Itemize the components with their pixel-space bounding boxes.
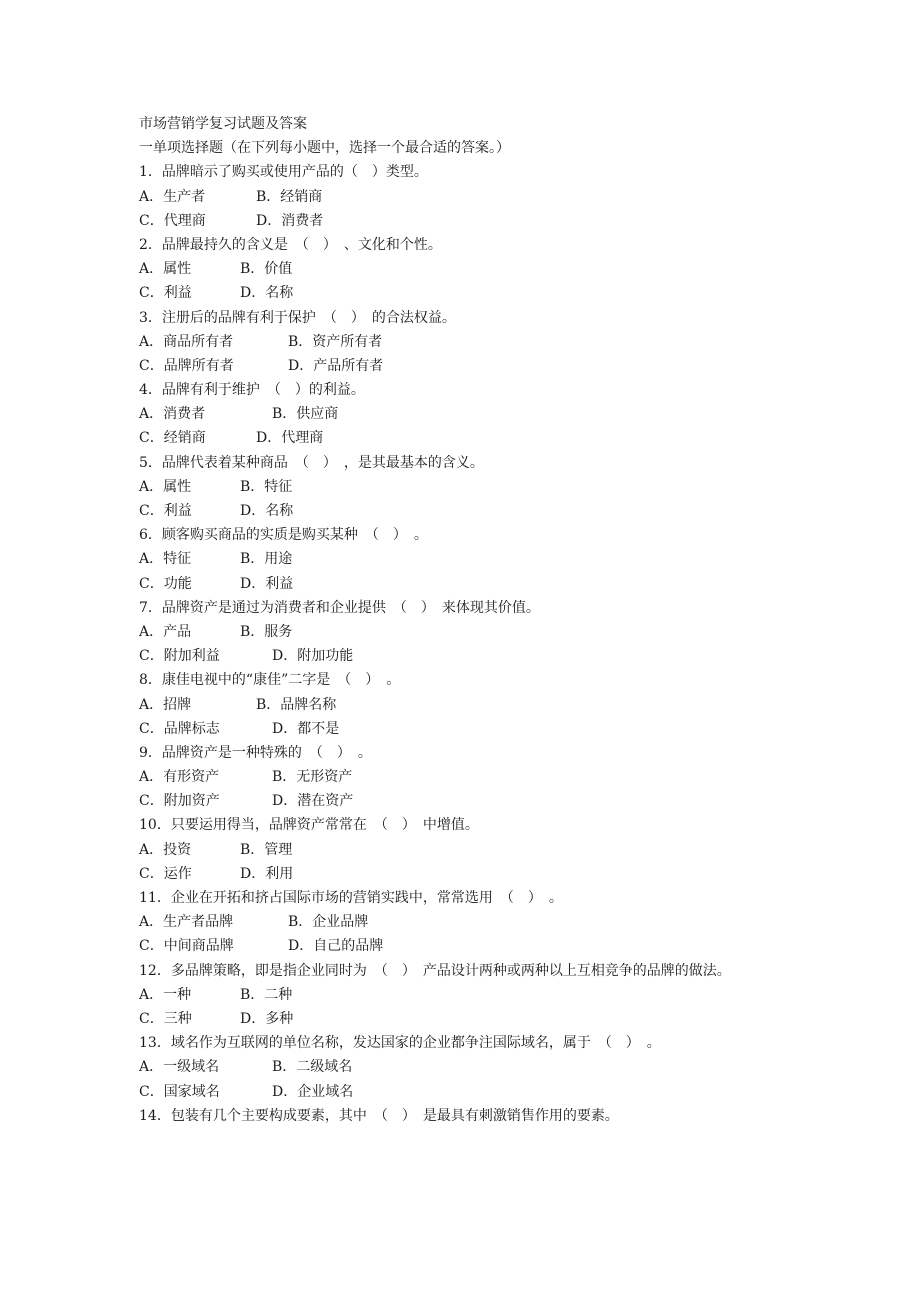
option-row <box>139 402 799 426</box>
answer-option: A．有形资产 <box>139 769 220 786</box>
option-row <box>139 693 799 717</box>
option-row <box>139 765 799 789</box>
option-row <box>139 838 799 862</box>
answer-option: A．属性 <box>139 478 192 495</box>
answer-option: D．附加功能 <box>272 648 354 665</box>
question-item <box>139 378 799 451</box>
option-row <box>139 426 799 450</box>
option-row <box>139 209 799 233</box>
answer-option: B．供应商 <box>272 406 339 423</box>
question-item <box>139 741 799 814</box>
option-row <box>139 547 799 571</box>
answer-option: C．运作 <box>139 865 192 882</box>
answer-option: D．潜在资产 <box>272 793 354 810</box>
question-stem: 11．企业在开拓和挤占国际市场的营销实践中，常常选用 （ ） 。 <box>139 890 563 906</box>
option-row <box>139 354 799 378</box>
answer-option: B．资产所有者 <box>288 333 383 350</box>
option-row <box>139 1080 799 1104</box>
answer-option: A．消费者 <box>139 406 206 423</box>
question-stem: 6．顾客购买商品的实质是购买某种 （ ） 。 <box>139 527 428 544</box>
answer-option: A．商品所有者 <box>139 333 234 350</box>
answer-option: B．企业品牌 <box>288 914 369 931</box>
question-stem: 12．多品牌策略，即是指企业同时为 （ ） 产品设计两种或两种以上互相竞争的品牌的做法。 <box>139 962 731 979</box>
answer-option: D．利益 <box>240 575 294 592</box>
answer-option: C．代理商 <box>139 212 206 229</box>
answer-option: C．国家域名 <box>139 1083 220 1100</box>
question-item <box>139 813 799 886</box>
answer-option: D．消费者 <box>256 212 324 229</box>
answer-option: D．企业域名 <box>272 1083 354 1100</box>
answer-option: B．价值 <box>240 261 293 278</box>
option-row <box>139 1007 799 1031</box>
answer-option: D．多种 <box>240 1010 294 1027</box>
question-item <box>139 523 799 596</box>
answer-option: A．特征 <box>139 551 192 568</box>
option-row <box>139 862 799 886</box>
option-row <box>139 257 799 281</box>
option-row <box>139 789 799 813</box>
question-stem: 4．品牌有利于维护 （ ）的利益。 <box>139 382 365 399</box>
question-stem: 1．品牌暗示了购买或使用产品的（ ）类型。 <box>139 164 428 181</box>
answer-option: D．产品所有者 <box>288 357 384 374</box>
answer-option: A．一级域名 <box>139 1059 220 1076</box>
option-row <box>139 910 799 934</box>
answer-option: B．经销商 <box>256 188 323 205</box>
answer-option: D．利用 <box>240 865 294 882</box>
question-stem: 8．康佳电视中的“康佳”二字是 （ ） 。 <box>139 672 401 689</box>
question-stem: 5．品牌代表着某种商品 （ ） ，是其最基本的含义。 <box>139 454 484 471</box>
option-row <box>139 572 799 596</box>
option-row <box>139 717 799 741</box>
answer-option: A．招牌 <box>139 696 192 713</box>
answer-option: C．三种 <box>139 1010 192 1027</box>
answer-option: B．品牌名称 <box>256 696 337 713</box>
option-row <box>139 644 799 668</box>
question-item <box>139 306 799 379</box>
answer-option: D．都不是 <box>272 720 340 737</box>
answer-option: B．用途 <box>240 551 293 568</box>
answer-option: C．品牌标志 <box>139 720 220 737</box>
answer-option: B．管理 <box>240 841 293 858</box>
answer-option: D．名称 <box>240 285 294 302</box>
option-row <box>139 281 799 305</box>
option-row <box>139 983 799 1007</box>
answer-option: A．生产者品牌 <box>139 914 234 931</box>
answer-option: A．属性 <box>139 261 192 278</box>
answer-option: B．服务 <box>240 623 293 640</box>
answer-option: D．代理商 <box>256 430 324 447</box>
option-row <box>139 330 799 354</box>
question-stem: 7．品牌资产是通过为消费者和企业提供 （ ） 来体现其价值。 <box>139 599 540 616</box>
answer-option: B．二种 <box>240 986 293 1003</box>
answer-option: C．经销商 <box>139 430 206 447</box>
question-item <box>139 596 799 669</box>
answer-option: C．中间商品牌 <box>139 938 234 955</box>
answer-option: A．产品 <box>139 623 192 640</box>
question-stem: 13．域名作为互联网的单位名称，发达国家的企业都争注国际域名，属于 （ ） 。 <box>139 1035 661 1052</box>
answer-option: C．附加资产 <box>139 793 220 810</box>
question-stem: 9．品牌资产是一种特殊的 （ ） 。 <box>139 744 372 761</box>
answer-option: B．特征 <box>240 478 293 495</box>
question-item <box>139 668 799 741</box>
answer-option: C．利益 <box>139 503 192 519</box>
answer-option: A．投资 <box>139 841 192 858</box>
question-item <box>139 160 799 233</box>
option-row <box>139 185 799 209</box>
question-item <box>139 959 799 1032</box>
option-row <box>139 499 799 523</box>
answer-option: C．附加利益 <box>139 648 220 665</box>
answer-option: D．名称 <box>240 503 294 519</box>
answer-option: A．一种 <box>139 986 192 1003</box>
question-stem: 2．品牌最持久的含义是 （ ） 、文化和个性。 <box>139 236 442 253</box>
question-stem: 10．只要运用得当，品牌资产常常在 （ ） 中增值。 <box>139 817 479 834</box>
question-stem: 3．注册后的品牌有利于保护 （ ） 的合法权益。 <box>139 309 456 326</box>
option-row <box>139 1055 799 1079</box>
question-stem: 14．包装有几个主要构成要素，其中 （ ） 是最具有刺激销售作用的要素。 <box>139 1107 619 1124</box>
answer-option: D．自己的品牌 <box>288 938 384 955</box>
question-item <box>139 1104 799 1128</box>
question-item <box>139 886 799 959</box>
answer-option: A．生产者 <box>139 188 206 205</box>
question-item <box>139 233 799 306</box>
answer-option: C．功能 <box>139 575 192 592</box>
answer-option: B．二级域名 <box>272 1059 353 1076</box>
section-heading: 一单项选择题（在下列每小题中，选择一个最合适的答案。） <box>139 140 510 157</box>
answer-option: B．无形资产 <box>272 769 353 786</box>
question-item <box>139 1031 799 1104</box>
answer-option: C．利益 <box>139 285 192 302</box>
option-row <box>139 934 799 958</box>
option-row <box>139 475 799 499</box>
question-item <box>139 451 799 524</box>
answer-option: C．品牌所有者 <box>139 357 234 374</box>
question-list <box>139 160 799 1128</box>
document-page <box>139 112 799 1128</box>
document-title: 市场营销学复习试题及答案 <box>139 116 307 132</box>
option-row <box>139 620 799 644</box>
